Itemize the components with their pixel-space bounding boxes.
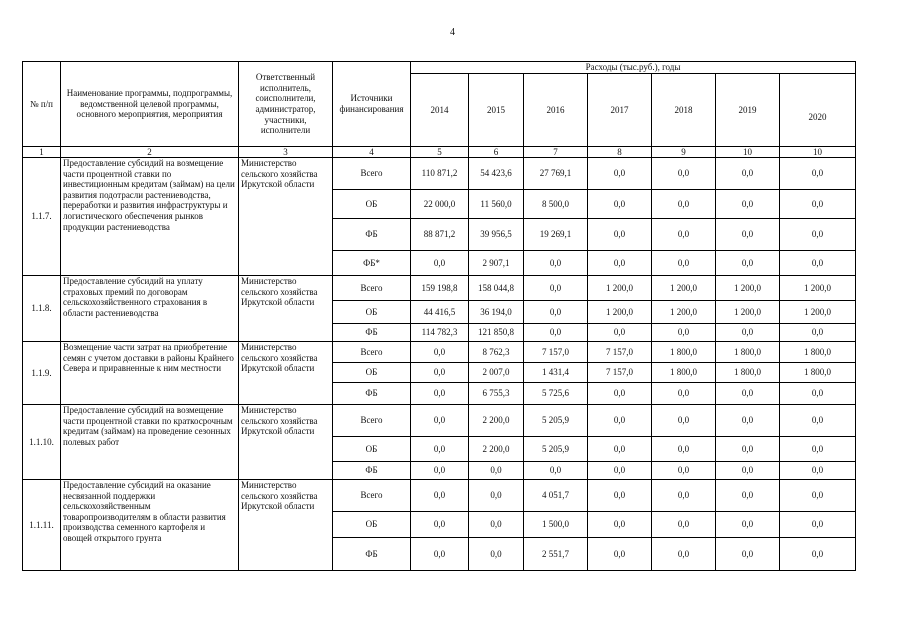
expense-value: 0,0 [588, 405, 652, 437]
funding-source: ОБ [333, 190, 411, 219]
index-cell: 6 [469, 147, 524, 158]
expense-value: 1 500,0 [524, 512, 588, 538]
expense-value: 0,0 [780, 538, 856, 571]
expense-value: 0,0 [652, 512, 716, 538]
expense-value: 0,0 [411, 512, 469, 538]
header-year: 2015 [469, 74, 524, 147]
header-year: 2014 [411, 74, 469, 147]
funding-source: ФБ* [333, 251, 411, 276]
expense-value: 0,0 [780, 219, 856, 251]
funding-source: ФБ [333, 219, 411, 251]
item-responsible: Министерство сельского хозяйства Иркутской области [239, 342, 333, 405]
header-responsible: Ответственный исполнитель, соисполнители, администратор, участники, исполнители [239, 62, 333, 147]
index-row [23, 147, 856, 158]
expense-value: 0,0 [652, 480, 716, 512]
expense-value: 1 800,0 [716, 342, 780, 363]
expense-value: 0,0 [524, 324, 588, 342]
expense-value: 44 416,5 [411, 301, 469, 324]
header-expenses: Расходы (тыс.руб.), годы [411, 62, 856, 74]
expense-value: 0,0 [652, 405, 716, 437]
expense-value: 5 205,9 [524, 437, 588, 462]
expense-value: 0,0 [780, 251, 856, 276]
funding-source: Всего [333, 276, 411, 301]
expense-value: 159 198,8 [411, 276, 469, 301]
item-name: Предоставление субсидий на возмещение части процентной ставки по инвестиционным кредитам (займам) на цели развития подотрасли растениеводства, переработки и развития инфраструктуры и логистического обеспечения рынков продукции растениеводства [61, 158, 239, 276]
expense-value: 0,0 [780, 405, 856, 437]
expense-value: 1 200,0 [780, 276, 856, 301]
item-code: 1.1.11. [23, 480, 61, 571]
item-code: 1.1.7. [23, 158, 61, 276]
expense-value: 2 907,1 [469, 251, 524, 276]
table-row [23, 342, 856, 363]
expense-value: 0,0 [716, 251, 780, 276]
expense-value: 114 782,3 [411, 324, 469, 342]
expense-value: 1 800,0 [780, 363, 856, 383]
expense-value: 0,0 [780, 324, 856, 342]
index-cell: 2 [61, 147, 239, 158]
expense-value: 0,0 [524, 462, 588, 480]
item-name: Возмещение части затрат на приобретение семян с учетом доставки в районы Крайнего Севера и приравненные к ним местности [61, 342, 239, 405]
expense-value: 88 871,2 [411, 219, 469, 251]
expense-value: 1 200,0 [716, 301, 780, 324]
expense-value: 0,0 [588, 462, 652, 480]
expense-value: 0,0 [780, 158, 856, 190]
header-year: 2019 [716, 74, 780, 147]
index-cell: 7 [524, 147, 588, 158]
index-cell: 8 [588, 147, 652, 158]
expense-value: 0,0 [652, 437, 716, 462]
index-cell: 3 [239, 147, 333, 158]
expense-value: 0,0 [716, 219, 780, 251]
expense-value: 2 551,7 [524, 538, 588, 571]
expense-value: 1 200,0 [588, 301, 652, 324]
expense-value: 6 755,3 [469, 383, 524, 405]
expense-value: 0,0 [588, 512, 652, 538]
expense-value: 0,0 [469, 512, 524, 538]
expense-value: 121 850,8 [469, 324, 524, 342]
expense-value: 7 157,0 [524, 342, 588, 363]
expense-value: 0,0 [411, 462, 469, 480]
expense-value: 0,0 [652, 383, 716, 405]
expense-value: 1 200,0 [652, 276, 716, 301]
table-row [23, 480, 856, 512]
expense-value: 1 800,0 [716, 363, 780, 383]
expense-value: 0,0 [716, 405, 780, 437]
funding-source: Всего [333, 405, 411, 437]
funding-source: Всего [333, 342, 411, 363]
expense-value: 2 200,0 [469, 437, 524, 462]
expense-value: 0,0 [588, 219, 652, 251]
expense-value: 11 560,0 [469, 190, 524, 219]
funding-source: Всего [333, 158, 411, 190]
expense-value: 0,0 [588, 437, 652, 462]
expense-value: 0,0 [588, 251, 652, 276]
expense-value: 1 200,0 [588, 276, 652, 301]
expense-value: 5 725,6 [524, 383, 588, 405]
expense-value: 0,0 [780, 480, 856, 512]
expense-value: 0,0 [716, 158, 780, 190]
page-number: 4 [450, 27, 455, 38]
expense-value: 8 500,0 [524, 190, 588, 219]
item-name: Предоставление субсидий на возмещение части процентной ставки по краткосрочным кредитам (займам) на проведение сезонных полевых работ [61, 405, 239, 480]
expense-value: 0,0 [652, 538, 716, 571]
funding-source: ОБ [333, 437, 411, 462]
index-cell: 5 [411, 147, 469, 158]
expense-value: 8 762,3 [469, 342, 524, 363]
expense-value: 0,0 [411, 383, 469, 405]
expense-value: 0,0 [411, 251, 469, 276]
expense-value: 0,0 [411, 342, 469, 363]
expense-value: 0,0 [716, 480, 780, 512]
expense-value: 1 200,0 [652, 301, 716, 324]
expense-value: 0,0 [652, 219, 716, 251]
expense-value: 0,0 [588, 190, 652, 219]
expense-value: 158 044,8 [469, 276, 524, 301]
funding-source: Всего [333, 480, 411, 512]
expense-value: 0,0 [411, 437, 469, 462]
header-year: 2020 [780, 74, 856, 147]
index-cell: 9 [652, 147, 716, 158]
funding-source: ФБ [333, 383, 411, 405]
expense-value: 0,0 [588, 383, 652, 405]
expense-value: 0,0 [716, 190, 780, 219]
funding-source: ОБ [333, 301, 411, 324]
expense-value: 0,0 [469, 480, 524, 512]
expense-value: 0,0 [411, 538, 469, 571]
index-cell: 10 [780, 147, 856, 158]
expense-value: 1 200,0 [780, 301, 856, 324]
expense-value: 0,0 [780, 462, 856, 480]
expense-value: 0,0 [588, 324, 652, 342]
expense-value: 36 194,0 [469, 301, 524, 324]
item-responsible: Министерство сельского хозяйства Иркутской области [239, 276, 333, 342]
expense-value: 0,0 [524, 251, 588, 276]
table-row [23, 158, 856, 190]
expense-value: 0,0 [780, 383, 856, 405]
item-responsible: Министерство сельского хозяйства Иркутской области [239, 405, 333, 480]
expense-value: 0,0 [716, 383, 780, 405]
expense-value: 0,0 [780, 437, 856, 462]
expense-value: 19 269,1 [524, 219, 588, 251]
expense-value: 22 000,0 [411, 190, 469, 219]
expense-value: 2 007,0 [469, 363, 524, 383]
expense-value: 0,0 [588, 480, 652, 512]
expense-value: 0,0 [524, 276, 588, 301]
expense-value: 0,0 [652, 462, 716, 480]
expense-value: 0,0 [411, 480, 469, 512]
item-responsible: Министерство сельского хозяйства Иркутской области [239, 158, 333, 276]
expense-value: 1 800,0 [780, 342, 856, 363]
expense-value: 4 051,7 [524, 480, 588, 512]
funding-source: ФБ [333, 324, 411, 342]
index-cell: 10 [716, 147, 780, 158]
item-code: 1.1.8. [23, 276, 61, 342]
expense-value: 7 157,0 [588, 363, 652, 383]
item-name: Предоставление субсидий на уплату страховых премий по договорам сельскохозяйственного страхования в области растениеводства [61, 276, 239, 342]
expense-value: 1 200,0 [716, 276, 780, 301]
header-year: 2016 [524, 74, 588, 147]
header-source: Источники финансирования [333, 62, 411, 147]
expense-value: 54 423,6 [469, 158, 524, 190]
expense-value: 0,0 [780, 512, 856, 538]
item-responsible: Министерство сельского хозяйства Иркутской области [239, 480, 333, 571]
expense-value: 2 200,0 [469, 405, 524, 437]
expense-value: 0,0 [469, 462, 524, 480]
expense-value: 0,0 [652, 324, 716, 342]
expense-value: 0,0 [524, 301, 588, 324]
expense-value: 7 157,0 [588, 342, 652, 363]
expense-value: 110 871,2 [411, 158, 469, 190]
table-row [23, 276, 856, 301]
expense-value: 0,0 [652, 251, 716, 276]
index-cell: 4 [333, 147, 411, 158]
header-num: № п/п [23, 62, 61, 147]
expense-value: 0,0 [716, 538, 780, 571]
expense-value: 0,0 [411, 363, 469, 383]
expense-value: 27 769,1 [524, 158, 588, 190]
funding-source: ФБ [333, 538, 411, 571]
expense-value: 0,0 [780, 190, 856, 219]
funding-source: ОБ [333, 363, 411, 383]
expense-value: 0,0 [716, 324, 780, 342]
expense-value: 1 431,4 [524, 363, 588, 383]
budget-table [22, 61, 856, 571]
item-name: Предоставление субсидий на оказание несвязанной поддержки сельскохозяйственным товаропроизводителям в области развития производства семенного картофеля и овощей открытого грунта [61, 480, 239, 571]
expense-value: 1 800,0 [652, 342, 716, 363]
expense-value: 0,0 [716, 512, 780, 538]
expense-value: 0,0 [588, 538, 652, 571]
item-code: 1.1.10. [23, 405, 61, 480]
expense-value: 5 205,9 [524, 405, 588, 437]
expense-value: 0,0 [716, 437, 780, 462]
expense-value: 0,0 [469, 538, 524, 571]
expense-value: 0,0 [652, 158, 716, 190]
expense-value: 0,0 [411, 405, 469, 437]
expense-value: 1 800,0 [652, 363, 716, 383]
index-cell: 1 [23, 147, 61, 158]
expense-value: 0,0 [588, 158, 652, 190]
expense-value: 39 956,5 [469, 219, 524, 251]
expense-value: 0,0 [716, 462, 780, 480]
expense-value: 0,0 [652, 190, 716, 219]
item-code: 1.1.9. [23, 342, 61, 405]
header-name: Наименование программы, подпрограммы, ведомственной целевой программы, основного мероприятия, мероприятия [61, 62, 239, 147]
table-row [23, 405, 856, 437]
header-year: 2017 [588, 74, 652, 147]
funding-source: ОБ [333, 512, 411, 538]
funding-source: ФБ [333, 462, 411, 480]
header-year: 2018 [652, 74, 716, 147]
